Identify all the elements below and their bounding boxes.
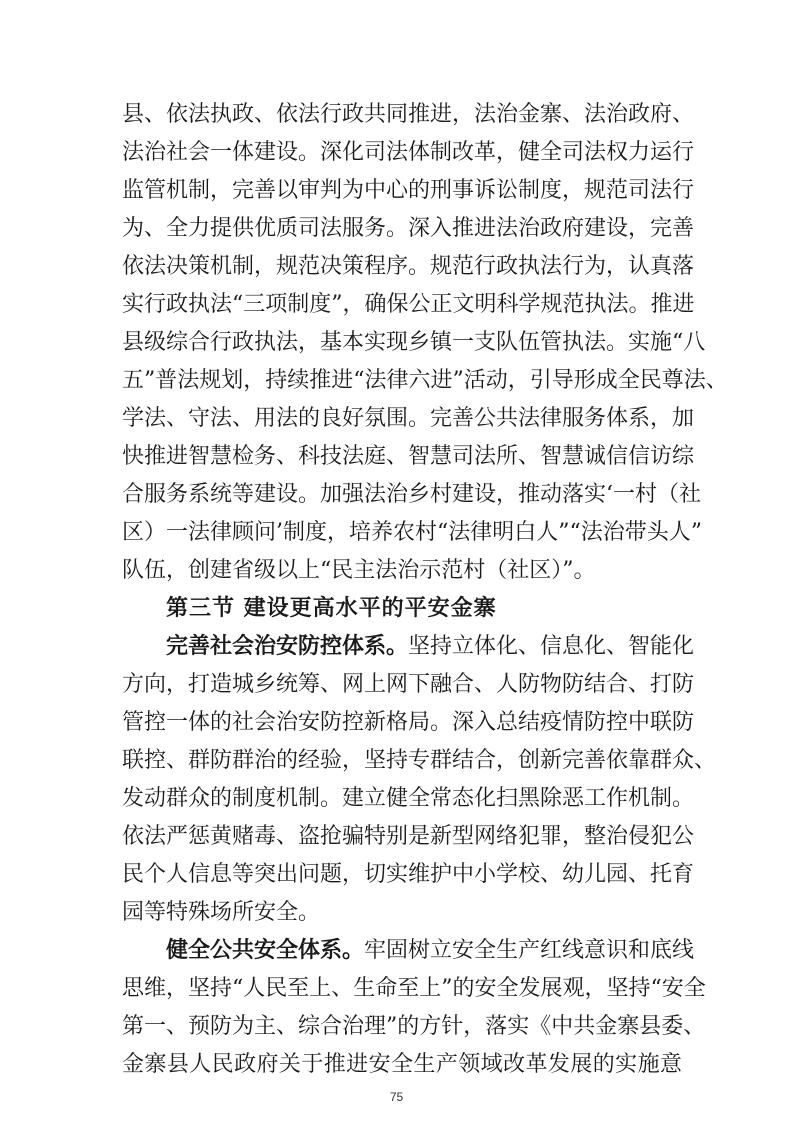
paragraph-first-line (166, 628, 695, 666)
paragraph-lead: 健全公共安全体系。 (166, 938, 365, 963)
paragraph-line: 合服务系统等建设。加强法治乡村建设，推动落实‘一村（社 (122, 482, 701, 507)
paragraph-line: 园等特殊场所安全。 (122, 900, 321, 925)
paragraph-line: 区）一法律顾问’制度，培养农村“法律明白人”“法治带头人” (122, 520, 702, 545)
paragraph-text: 牢固树立安全生产红线意识和底线 (364, 938, 695, 963)
page-number: 75 (389, 1090, 404, 1104)
paragraph-first-line (166, 932, 695, 970)
paragraph-text: 坚持立体化、信息化、智能化 (408, 634, 695, 659)
paragraph-line: 为、全力提供优质司法服务。深入推进法治政府建设，完善 (122, 216, 695, 241)
paragraph-line: 第一、预防为主、综合治理”的方针，落实《中共金寨县委、 (122, 1014, 706, 1039)
paragraph-line: 五”普法规划，持续推进“法律六进”活动，引导形成全民尊法、 (122, 368, 728, 393)
paragraph-line: 法治社会一体建设。深化司法体制改革，健全司法权力运行 (122, 140, 695, 165)
paragraph-line: 队伍，创建省级以上“民主法治示范村（社区）”。 (122, 558, 596, 583)
paragraph-line: 思维，坚持“人民至上、生命至上”的安全发展观，坚持“安全 (122, 976, 706, 1001)
paragraph-line: 发动群众的制度机制。建立健全常态化扫黑除恶工作机制。 (122, 786, 695, 811)
paragraph-line: 金寨县人民政府关于推进安全生产领域改革发展的实施意 (122, 1052, 682, 1077)
paragraph-lead: 完善社会治安防控体系。 (166, 634, 409, 659)
paragraph-line: 民个人信息等突出问题，切实维护中小学校、幼儿园、托育 (122, 862, 695, 887)
paragraph-line: 方向，打造城乡统筹、网上网下融合、人防物防结合、打防 (122, 672, 695, 697)
paragraph-line: 实行政执法“三项制度”，确保公正文明科学规范执法。推进 (122, 292, 695, 317)
paragraph-line: 依法严惩黄赌毒、盗抢骗特别是新型网络犯罪，整治侵犯公 (122, 824, 695, 849)
paragraph-line: 监管机制，完善以审判为中心的刑事诉讼制度，规范司法行 (122, 178, 695, 203)
paragraph-line: 管控一体的社会治安防控新格局。深入总结疫情防控中联防 (122, 710, 695, 735)
paragraph-line: 县、依法执政、依法行政共同推进，法治金寨、法治政府、 (122, 102, 695, 127)
section-heading: 第三节 建设更高水平的平安金寨 (166, 596, 497, 621)
paragraph-line: 依法决策机制，规范决策程序。规范行政执法行为，认真落 (122, 254, 695, 279)
paragraph-line: 学法、守法、用法的良好氛围。完善公共法律服务体系，加 (122, 406, 695, 431)
paragraph-line: 联控、群防群治的经验，坚持专群结合，创新完善依靠群众、 (122, 748, 717, 773)
paragraph-line: 快推进智慧检务、科技法庭、智慧司法所、智慧诚信信访综 (122, 444, 695, 469)
paragraph-line: 县级综合行政执法，基本实现乡镇一支队伍管执法。实施“八 (122, 330, 706, 355)
